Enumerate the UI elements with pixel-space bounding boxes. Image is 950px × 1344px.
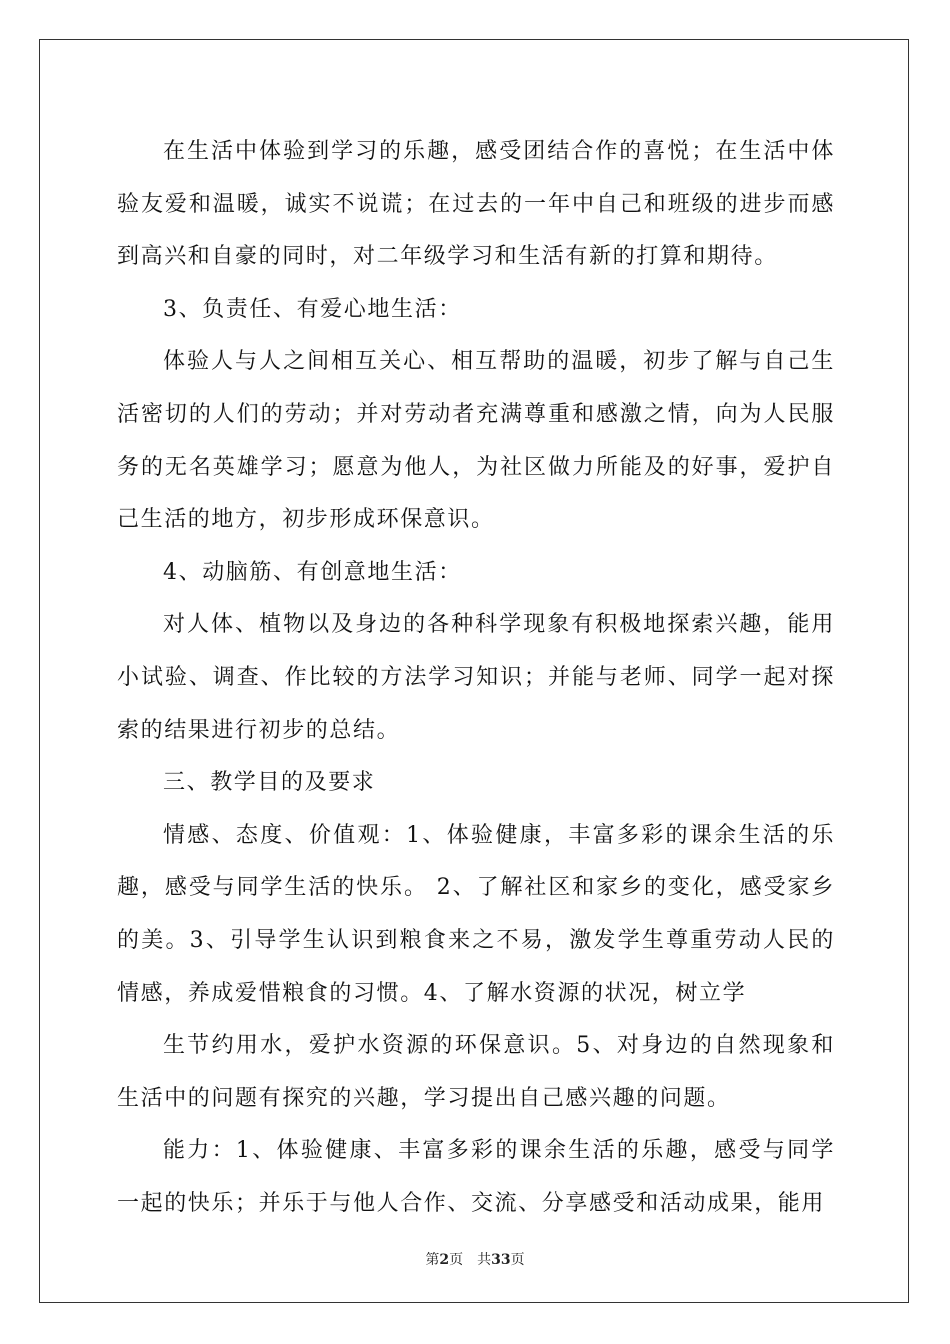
page-prefix: 第 xyxy=(425,1252,440,1268)
paragraph-1: 在生活中体验到学习的乐趣，感受团结合作的喜悦；在生活中体验友爱和温暖，诚实不说谎；在过去的一年中自己和班级的进步而感到高兴和自豪的同时，对二年级学习和生活有新的打算和期待。 xyxy=(117,139,835,270)
paragraph-6: 能力：1、体验健康、丰富多彩的课余生活的乐趣，感受与同学一起的快乐；并乐于与他人合作、交流、分享感受和活动成果，能用 xyxy=(117,1138,835,1216)
paragraph-2: 体验人与人之间相互关心、相互帮助的温暖，初步了解与自己生活密切的人们的劳动；并对劳动者充满尊重和感激之情，向为人民服务的无名英雄学习；愿意为他人，为社区做力所能及的好事，爱护自己生活的地方，初步形成环保意识。 xyxy=(117,349,835,533)
total-page-count: 33 xyxy=(491,1252,511,1268)
document-body xyxy=(117,126,835,1230)
paragraph-3: 对人体、植物以及身边的各种科学现象有积极地探索兴趣，能用小试验、调查、作比较的方法学习知识；并能与老师、同学一起对探索的结果进行初步的总结。 xyxy=(117,612,835,743)
page-footer xyxy=(0,1249,950,1269)
total-suffix: 页 xyxy=(510,1252,525,1268)
section-heading-goals: 三、教学目的及要求 xyxy=(163,770,376,796)
paragraph-4: 情感、态度、价值观：1、体验健康，丰富多彩的课余生活的乐趣，感受与同学生活的快乐。 2、了解社区和家乡的变化，感受家乡的美。3、引导学生认识到粮食来之不易，激发学生尊重劳动人民的情感，养成爱惜粮食的习惯。4、了解水资源的状况，树立学 xyxy=(117,822,835,1006)
page-suffix: 页 xyxy=(449,1252,464,1268)
heading-creativity: 4、动脑筋、有创意地生活： xyxy=(163,559,462,585)
total-prefix: 共 xyxy=(477,1252,492,1268)
paragraph-5: 生节约用水，爱护水资源的环保意识。5、对身边的自然现象和生活中的问题有探究的兴趣，学习提出自己感兴趣的问题。 xyxy=(117,1033,835,1111)
heading-responsibility: 3、负责任、有爱心地生活： xyxy=(163,296,462,322)
current-page-number: 2 xyxy=(439,1252,450,1268)
